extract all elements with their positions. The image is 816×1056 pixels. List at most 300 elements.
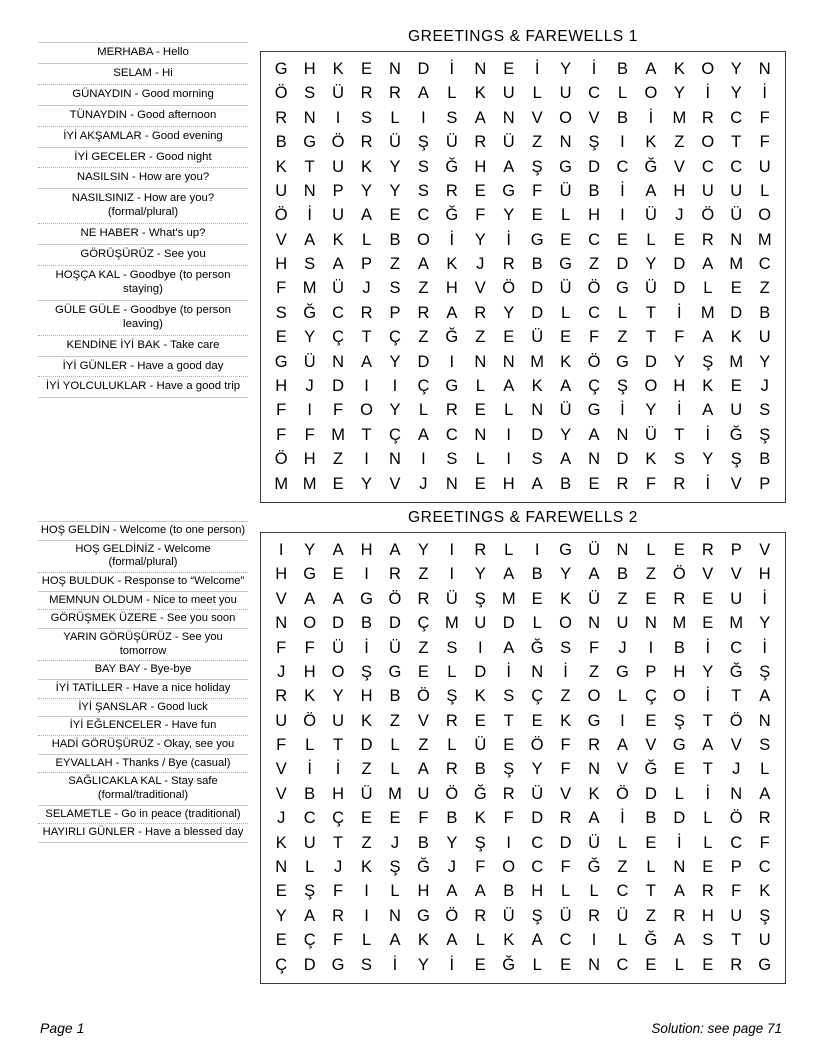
- grid-cell[interactable]: R: [445, 760, 458, 779]
- grid-cell[interactable]: E: [702, 858, 714, 877]
- grid-cell[interactable]: G: [530, 230, 544, 249]
- grid-cell[interactable]: H: [303, 59, 316, 78]
- grid-cell[interactable]: T: [731, 133, 742, 152]
- grid-cell[interactable]: G: [559, 540, 573, 559]
- grid-cell[interactable]: K: [730, 328, 742, 347]
- grid-cell[interactable]: M: [729, 255, 744, 274]
- grid-cell[interactable]: R: [502, 255, 515, 274]
- grid-cell[interactable]: I: [392, 377, 398, 396]
- grid-cell[interactable]: A: [560, 450, 572, 469]
- grid-cell[interactable]: E: [474, 711, 486, 730]
- grid-cell[interactable]: A: [588, 565, 600, 584]
- grid-cell[interactable]: F: [759, 833, 770, 852]
- grid-cell[interactable]: C: [730, 157, 743, 176]
- grid-cell[interactable]: A: [503, 377, 515, 396]
- grid-cell[interactable]: B: [361, 614, 373, 633]
- grid-cell[interactable]: İ: [762, 638, 768, 657]
- grid-cell[interactable]: L: [447, 736, 457, 755]
- grid-cell[interactable]: İ: [677, 401, 682, 420]
- grid-cell[interactable]: L: [447, 662, 457, 681]
- grid-cell[interactable]: N: [474, 59, 487, 78]
- grid-cell[interactable]: Ğ: [644, 157, 658, 176]
- grid-cell[interactable]: S: [417, 157, 429, 176]
- grid-cell[interactable]: E: [702, 955, 714, 974]
- grid-cell[interactable]: G: [360, 589, 373, 608]
- grid-cell[interactable]: İ: [620, 181, 625, 200]
- grid-cell[interactable]: U: [474, 614, 487, 633]
- grid-cell[interactable]: D: [616, 450, 629, 469]
- grid-cell[interactable]: Ö: [729, 711, 743, 730]
- grid-cell[interactable]: S: [389, 279, 401, 298]
- grid-cell[interactable]: L: [390, 760, 400, 779]
- grid-cell[interactable]: Ç: [389, 425, 401, 444]
- grid-cell[interactable]: C: [730, 833, 743, 852]
- grid-cell[interactable]: B: [616, 59, 628, 78]
- grid-cell[interactable]: İ: [705, 784, 711, 803]
- grid-cell[interactable]: E: [417, 662, 429, 681]
- grid-cell[interactable]: F: [304, 425, 315, 444]
- grid-cell[interactable]: T: [731, 687, 742, 706]
- grid-cell[interactable]: J: [618, 638, 627, 657]
- grid-cell[interactable]: I: [648, 638, 654, 657]
- grid-cell[interactable]: K: [531, 377, 543, 396]
- grid-cell[interactable]: V: [702, 565, 714, 584]
- grid-cell[interactable]: Ç: [332, 328, 345, 347]
- grid-cell[interactable]: U: [758, 328, 771, 347]
- grid-cell[interactable]: S: [304, 84, 316, 103]
- grid-cell[interactable]: U: [332, 711, 345, 730]
- grid-cell[interactable]: Ü: [474, 736, 487, 755]
- grid-cell[interactable]: R: [275, 687, 288, 706]
- grid-cell[interactable]: K: [275, 157, 287, 176]
- grid-cell[interactable]: C: [303, 809, 316, 828]
- grid-cell[interactable]: K: [474, 809, 486, 828]
- grid-cell[interactable]: E: [560, 955, 572, 974]
- grid-cell[interactable]: Ö: [701, 206, 715, 225]
- grid-cell[interactable]: E: [560, 230, 572, 249]
- grid-cell[interactable]: Ö: [445, 784, 459, 803]
- grid-cell[interactable]: S: [560, 638, 572, 657]
- grid-cell[interactable]: Y: [304, 328, 316, 347]
- grid-cell[interactable]: K: [275, 833, 287, 852]
- word-list-item[interactable]: HOŞ GELDİNİZ - Welcome (formal/plural): [38, 541, 248, 573]
- grid-cell[interactable]: H: [417, 882, 430, 901]
- grid-cell[interactable]: Y: [645, 255, 657, 274]
- grid-cell[interactable]: C: [445, 425, 458, 444]
- grid-cell[interactable]: V: [275, 784, 287, 803]
- grid-cell[interactable]: F: [588, 328, 600, 347]
- grid-cell[interactable]: Y: [361, 181, 373, 200]
- grid-cell[interactable]: B: [616, 108, 628, 127]
- grid-cell[interactable]: R: [588, 906, 600, 925]
- grid-cell[interactable]: T: [333, 736, 344, 755]
- grid-cell[interactable]: L: [617, 833, 628, 852]
- grid-cell[interactable]: F: [276, 401, 287, 420]
- grid-cell[interactable]: Y: [275, 906, 287, 925]
- grid-cell[interactable]: A: [417, 425, 429, 444]
- grid-cell[interactable]: G: [616, 662, 629, 681]
- grid-cell[interactable]: S: [673, 450, 685, 469]
- grid-cell[interactable]: Z: [389, 711, 401, 730]
- grid-cell[interactable]: M: [501, 589, 516, 608]
- word-list-item[interactable]: HADİ GÖRÜŞÜRÜZ - Okay, see you: [38, 736, 248, 755]
- grid-cell[interactable]: T: [503, 711, 514, 730]
- grid-cell[interactable]: L: [703, 809, 713, 828]
- grid-cell[interactable]: İ: [364, 638, 369, 657]
- grid-cell[interactable]: P: [361, 255, 373, 274]
- grid-cell[interactable]: T: [361, 328, 372, 347]
- grid-cell[interactable]: Ğ: [416, 858, 430, 877]
- grid-cell[interactable]: Ö: [587, 352, 601, 371]
- grid-cell[interactable]: G: [587, 711, 601, 730]
- grid-cell[interactable]: K: [673, 59, 685, 78]
- grid-cell[interactable]: Ğ: [587, 858, 601, 877]
- grid-cell[interactable]: D: [644, 784, 657, 803]
- grid-cell[interactable]: Ş: [759, 425, 771, 444]
- word-list-item[interactable]: EYVALLAH - Thanks / Bye (casual): [38, 755, 248, 774]
- grid-cell[interactable]: Y: [702, 662, 714, 681]
- grid-cell[interactable]: S: [275, 303, 287, 322]
- grid-cell[interactable]: R: [588, 736, 600, 755]
- word-list-item[interactable]: İYİ GÜNLER - Have a good day: [38, 357, 248, 378]
- grid-cell[interactable]: H: [360, 687, 373, 706]
- grid-cell[interactable]: F: [560, 760, 571, 779]
- word-list-item[interactable]: MERHABA - Hello: [38, 42, 248, 64]
- grid-cell[interactable]: R: [389, 565, 401, 584]
- grid-cell[interactable]: G: [274, 59, 288, 78]
- grid-cell[interactable]: Y: [673, 84, 685, 103]
- grid-cell[interactable]: A: [616, 736, 628, 755]
- grid-cell[interactable]: K: [446, 255, 458, 274]
- word-list-item[interactable]: NASILSIN - How are you?: [38, 168, 248, 189]
- grid-cell[interactable]: L: [760, 181, 770, 200]
- grid-cell[interactable]: Ş: [304, 882, 316, 901]
- word-list-item[interactable]: İYİ ŞANSLAR - Good luck: [38, 699, 248, 718]
- grid-cell[interactable]: Ş: [616, 377, 628, 396]
- grid-cell[interactable]: Y: [645, 401, 657, 420]
- grid-cell[interactable]: L: [674, 955, 684, 974]
- grid-cell[interactable]: I: [364, 377, 369, 396]
- grid-cell[interactable]: Z: [418, 328, 429, 347]
- grid-cell[interactable]: O: [559, 108, 573, 127]
- grid-cell[interactable]: K: [361, 711, 373, 730]
- grid-cell[interactable]: A: [389, 931, 401, 950]
- grid-cell[interactable]: İ: [677, 303, 682, 322]
- grid-cell[interactable]: C: [588, 230, 600, 249]
- grid-cell[interactable]: K: [645, 133, 657, 152]
- grid-cell[interactable]: N: [644, 614, 657, 633]
- word-list-item[interactable]: İYİ YOLCULUKLAR - Have a good trip: [38, 377, 248, 398]
- grid-cell[interactable]: J: [277, 662, 286, 681]
- grid-cell[interactable]: I: [364, 565, 369, 584]
- grid-cell[interactable]: J: [305, 377, 314, 396]
- grid-cell[interactable]: S: [503, 687, 515, 706]
- grid-cell[interactable]: B: [503, 882, 515, 901]
- grid-cell[interactable]: İ: [591, 59, 597, 78]
- grid-cell[interactable]: İ: [705, 474, 711, 493]
- grid-cell[interactable]: E: [503, 328, 515, 347]
- grid-cell[interactable]: L: [617, 931, 628, 950]
- grid-cell[interactable]: L: [361, 230, 372, 249]
- grid-cell[interactable]: Ü: [616, 906, 629, 925]
- grid-cell[interactable]: P: [332, 181, 344, 200]
- grid-cell[interactable]: Ş: [389, 858, 401, 877]
- grid-cell[interactable]: Ü: [360, 784, 373, 803]
- grid-cell[interactable]: S: [446, 450, 458, 469]
- grid-cell[interactable]: A: [332, 255, 344, 274]
- grid-cell[interactable]: Z: [560, 687, 571, 706]
- grid-cell[interactable]: T: [645, 328, 656, 347]
- grid-cell[interactable]: A: [417, 760, 429, 779]
- grid-cell[interactable]: C: [758, 255, 771, 274]
- grid-cell[interactable]: Z: [588, 255, 600, 274]
- grid-cell[interactable]: M: [331, 425, 345, 444]
- grid-cell[interactable]: Z: [645, 906, 656, 925]
- grid-cell[interactable]: A: [304, 589, 316, 608]
- grid-cell[interactable]: O: [701, 59, 715, 78]
- grid-cell[interactable]: R: [389, 84, 401, 103]
- grid-cell[interactable]: B: [759, 450, 771, 469]
- grid-cell[interactable]: Ç: [303, 931, 316, 950]
- grid-cell[interactable]: İ: [705, 84, 711, 103]
- grid-cell[interactable]: Ç: [389, 328, 401, 347]
- grid-cell[interactable]: Y: [446, 833, 458, 852]
- grid-cell[interactable]: A: [446, 303, 458, 322]
- grid-cell[interactable]: Ö: [587, 279, 601, 298]
- word-list-item[interactable]: YARIN GÖRÜŞÜRÜZ - See you tomorrow: [38, 629, 248, 661]
- grid-cell[interactable]: E: [645, 955, 657, 974]
- grid-cell[interactable]: L: [760, 760, 770, 779]
- grid-cell[interactable]: M: [274, 474, 289, 493]
- grid-cell[interactable]: M: [672, 614, 687, 633]
- grid-cell[interactable]: I: [620, 206, 625, 225]
- grid-cell[interactable]: O: [644, 377, 658, 396]
- grid-cell[interactable]: E: [503, 59, 515, 78]
- grid-cell[interactable]: Ş: [759, 662, 771, 681]
- grid-cell[interactable]: V: [730, 565, 742, 584]
- grid-cell[interactable]: U: [758, 157, 771, 176]
- grid-cell[interactable]: L: [504, 401, 514, 420]
- grid-cell[interactable]: I: [449, 352, 455, 371]
- grid-cell[interactable]: Ü: [502, 133, 515, 152]
- grid-cell[interactable]: C: [701, 157, 714, 176]
- grid-cell[interactable]: N: [758, 711, 771, 730]
- grid-cell[interactable]: O: [416, 230, 430, 249]
- grid-cell[interactable]: Y: [503, 206, 515, 225]
- grid-cell[interactable]: A: [588, 809, 600, 828]
- grid-cell[interactable]: L: [305, 736, 315, 755]
- grid-cell[interactable]: D: [673, 279, 686, 298]
- grid-cell[interactable]: L: [646, 858, 656, 877]
- grid-cell[interactable]: Ğ: [530, 638, 544, 657]
- grid-cell[interactable]: N: [303, 181, 316, 200]
- grid-cell[interactable]: N: [616, 425, 629, 444]
- grid-cell[interactable]: Z: [617, 858, 628, 877]
- grid-cell[interactable]: V: [730, 474, 742, 493]
- grid-cell[interactable]: I: [534, 540, 540, 559]
- grid-cell[interactable]: P: [730, 858, 742, 877]
- grid-cell[interactable]: N: [389, 906, 401, 925]
- grid-cell[interactable]: T: [333, 833, 344, 852]
- grid-cell[interactable]: K: [588, 784, 600, 803]
- grid-cell[interactable]: O: [360, 401, 373, 420]
- grid-cell[interactable]: F: [333, 882, 344, 901]
- grid-cell[interactable]: I: [364, 906, 369, 925]
- grid-cell[interactable]: Z: [333, 450, 344, 469]
- word-list-item[interactable]: İYİ EĞLENCELER - Have fun: [38, 717, 248, 736]
- grid-cell[interactable]: R: [474, 133, 487, 152]
- grid-cell[interactable]: E: [616, 230, 628, 249]
- grid-cell[interactable]: P: [759, 474, 771, 493]
- grid-cell[interactable]: N: [502, 352, 515, 371]
- grid-cell[interactable]: F: [304, 638, 315, 657]
- grid-cell[interactable]: E: [531, 711, 543, 730]
- grid-cell[interactable]: C: [588, 303, 600, 322]
- grid-cell[interactable]: C: [616, 955, 629, 974]
- grid-cell[interactable]: N: [588, 955, 600, 974]
- grid-cell[interactable]: O: [559, 614, 573, 633]
- grid-cell[interactable]: M: [700, 303, 715, 322]
- grid-cell[interactable]: B: [389, 230, 401, 249]
- grid-cell[interactable]: Ö: [331, 133, 345, 152]
- grid-cell[interactable]: C: [616, 157, 629, 176]
- grid-cell[interactable]: O: [502, 858, 516, 877]
- grid-cell[interactable]: C: [332, 303, 345, 322]
- grid-cell[interactable]: İ: [620, 401, 625, 420]
- grid-cell[interactable]: O: [644, 84, 658, 103]
- grid-cell[interactable]: E: [673, 760, 685, 779]
- grid-cell[interactable]: Ü: [332, 279, 345, 298]
- grid-cell[interactable]: K: [560, 589, 572, 608]
- grid-cell[interactable]: N: [588, 760, 600, 779]
- grid-cell[interactable]: Ş: [759, 906, 771, 925]
- grid-cell[interactable]: N: [474, 425, 487, 444]
- grid-cell[interactable]: D: [360, 736, 373, 755]
- grid-cell[interactable]: B: [304, 784, 316, 803]
- grid-cell[interactable]: H: [531, 882, 544, 901]
- grid-cell[interactable]: D: [588, 157, 600, 176]
- grid-cell[interactable]: F: [560, 736, 571, 755]
- grid-cell[interactable]: D: [616, 255, 629, 274]
- grid-cell[interactable]: A: [531, 931, 543, 950]
- grid-cell[interactable]: Z: [532, 133, 543, 152]
- grid-cell[interactable]: B: [275, 133, 287, 152]
- grid-cell[interactable]: Y: [560, 59, 572, 78]
- grid-cell[interactable]: E: [474, 401, 486, 420]
- grid-cell[interactable]: İ: [762, 589, 768, 608]
- grid-cell[interactable]: Y: [560, 425, 572, 444]
- grid-cell[interactable]: E: [275, 931, 287, 950]
- grid-cell[interactable]: R: [758, 809, 771, 828]
- grid-cell[interactable]: K: [759, 882, 771, 901]
- grid-cell[interactable]: L: [646, 540, 656, 559]
- grid-cell[interactable]: A: [361, 352, 373, 371]
- grid-cell[interactable]: Y: [332, 687, 344, 706]
- grid-cell[interactable]: N: [559, 133, 572, 152]
- grid-cell[interactable]: Ü: [445, 133, 458, 152]
- grid-cell[interactable]: H: [701, 906, 714, 925]
- grid-cell[interactable]: N: [616, 540, 629, 559]
- grid-cell[interactable]: A: [588, 425, 600, 444]
- grid-cell[interactable]: V: [417, 711, 429, 730]
- grid-cell[interactable]: U: [559, 84, 572, 103]
- grid-cell[interactable]: E: [702, 589, 714, 608]
- grid-cell[interactable]: S: [446, 638, 458, 657]
- grid-cell[interactable]: Z: [389, 255, 401, 274]
- grid-cell[interactable]: G: [303, 133, 317, 152]
- grid-cell[interactable]: E: [560, 328, 572, 347]
- grid-cell[interactable]: R: [701, 108, 714, 127]
- grid-cell[interactable]: Ö: [502, 279, 516, 298]
- grid-cell[interactable]: Ö: [530, 736, 544, 755]
- grid-cell[interactable]: E: [645, 589, 657, 608]
- grid-cell[interactable]: Ğ: [729, 425, 743, 444]
- grid-cell[interactable]: Ş: [730, 450, 742, 469]
- grid-cell[interactable]: Ğ: [473, 784, 487, 803]
- grid-cell[interactable]: A: [645, 59, 657, 78]
- grid-cell[interactable]: A: [417, 84, 429, 103]
- grid-cell[interactable]: E: [531, 206, 543, 225]
- grid-cell[interactable]: M: [729, 352, 744, 371]
- grid-cell[interactable]: F: [532, 181, 543, 200]
- grid-cell[interactable]: R: [673, 906, 686, 925]
- grid-cell[interactable]: A: [446, 882, 458, 901]
- grid-cell[interactable]: G: [587, 401, 601, 420]
- grid-cell[interactable]: V: [531, 108, 543, 127]
- grid-cell[interactable]: A: [702, 736, 714, 755]
- grid-cell[interactable]: A: [702, 255, 714, 274]
- grid-cell[interactable]: Y: [531, 760, 543, 779]
- grid-cell[interactable]: C: [559, 931, 572, 950]
- grid-cell[interactable]: A: [417, 255, 429, 274]
- grid-cell[interactable]: N: [389, 59, 401, 78]
- grid-cell[interactable]: Ç: [275, 955, 288, 974]
- grid-cell[interactable]: O: [758, 206, 772, 225]
- grid-cell[interactable]: H: [502, 474, 515, 493]
- grid-cell[interactable]: S: [759, 401, 771, 420]
- grid-cell[interactable]: Ö: [729, 809, 743, 828]
- word-list-item[interactable]: NE HABER - What's up?: [38, 224, 248, 245]
- grid-cell[interactable]: Ç: [531, 687, 544, 706]
- grid-cell[interactable]: Ç: [644, 687, 657, 706]
- grid-cell[interactable]: Ö: [445, 906, 459, 925]
- grid-cell[interactable]: Z: [617, 589, 628, 608]
- grid-cell[interactable]: L: [561, 206, 571, 225]
- grid-cell[interactable]: Ş: [673, 711, 685, 730]
- grid-cell[interactable]: V: [275, 589, 287, 608]
- grid-cell[interactable]: Ü: [559, 181, 572, 200]
- grid-cell[interactable]: B: [759, 303, 771, 322]
- grid-cell[interactable]: G: [672, 736, 686, 755]
- grid-cell[interactable]: D: [531, 279, 544, 298]
- grid-cell[interactable]: Ö: [416, 687, 430, 706]
- grid-cell[interactable]: N: [673, 858, 686, 877]
- grid-cell[interactable]: G: [758, 955, 772, 974]
- grid-cell[interactable]: L: [646, 230, 656, 249]
- grid-cell[interactable]: U: [730, 589, 743, 608]
- grid-cell[interactable]: Ş: [417, 133, 429, 152]
- grid-cell[interactable]: I: [364, 882, 369, 901]
- grid-cell[interactable]: V: [673, 157, 685, 176]
- grid-cell[interactable]: D: [531, 303, 544, 322]
- grid-cell[interactable]: A: [446, 931, 458, 950]
- grid-cell[interactable]: C: [758, 858, 771, 877]
- grid-cell[interactable]: Ş: [361, 662, 373, 681]
- grid-cell[interactable]: E: [730, 279, 742, 298]
- grid-cell[interactable]: Ü: [559, 906, 572, 925]
- grid-cell[interactable]: K: [474, 84, 486, 103]
- grid-cell[interactable]: E: [389, 206, 401, 225]
